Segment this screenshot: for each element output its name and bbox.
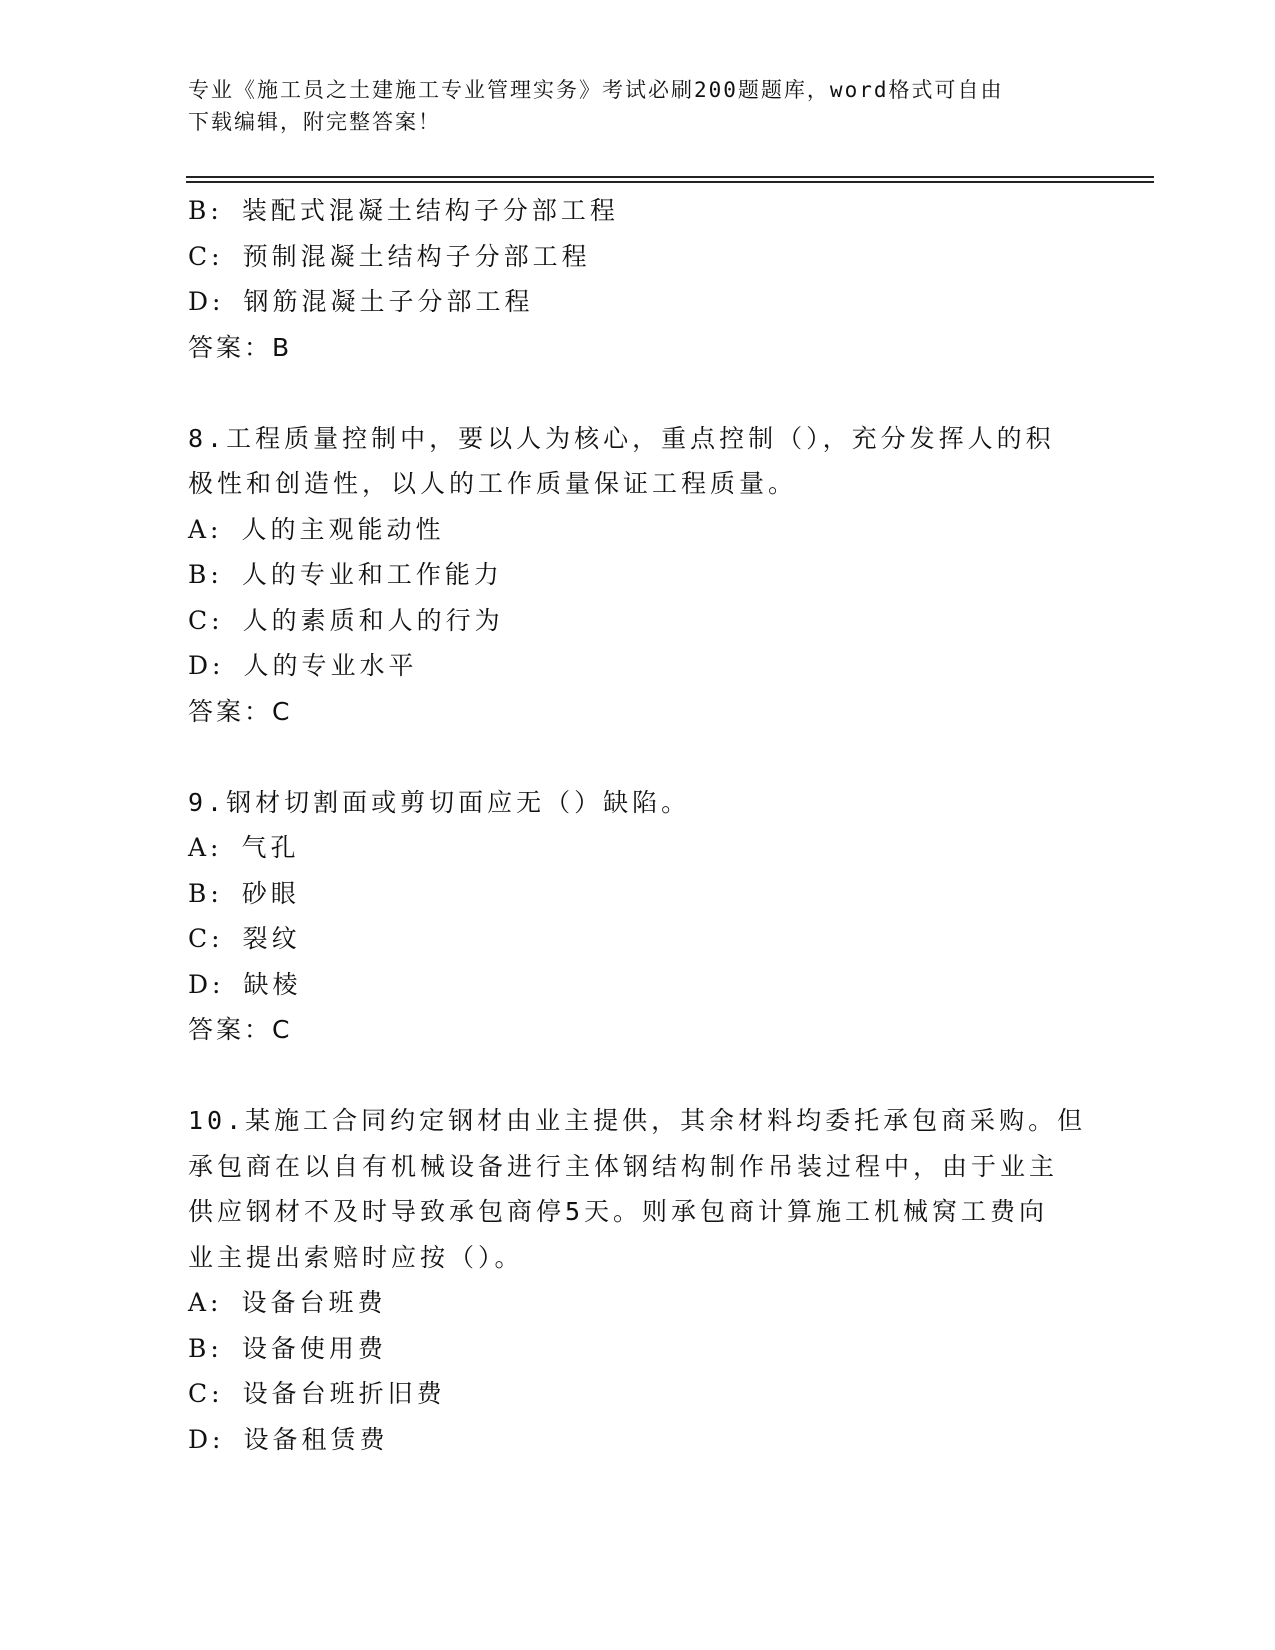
option-c: C: 人的素质和人的行为	[188, 605, 504, 635]
answer: 答案：B	[188, 332, 293, 362]
option-b: B: 人的专业和工作能力	[188, 560, 503, 589]
question-stem-line: 承包商在以自有机械设备进行主体钢结构制作吊装过程中，由于业主	[188, 1151, 1059, 1181]
question-stem-line: 8.工程质量控制中，要以人为核心，重点控制（），充分发挥人的积	[188, 423, 1055, 453]
option-b: B: 设备使用费	[188, 1333, 387, 1363]
question-stem-line: 极性和创造性，以人的工作质量保证工程质量。	[188, 469, 798, 498]
question-7-tail	[188, 188, 1088, 370]
question-10	[188, 1098, 1088, 1462]
option-a: A: 设备台班费	[188, 1288, 387, 1317]
option-d: D: 人的专业水平	[188, 651, 418, 680]
question-list	[188, 188, 1088, 1462]
spacer	[188, 370, 1088, 416]
question-stem-line: 9.钢材切割面或剪切面应无（）缺陷。	[188, 787, 691, 817]
answer: 答案：C	[188, 1015, 293, 1044]
option-d: D: 钢筋混凝土子分部工程	[188, 287, 534, 316]
header-line-1: 专业《施工员之土建施工专业管理实务》考试必刷200题题库，word格式可自由	[188, 78, 1004, 102]
option-d: D: 缺棱	[188, 969, 302, 999]
document-header	[188, 74, 1088, 138]
option-c: C: 设备台班折旧费	[188, 1379, 446, 1408]
option-d: D: 设备租赁费	[188, 1424, 389, 1454]
header-divider-bottom	[186, 181, 1154, 183]
option-c: C: 裂纹	[188, 924, 301, 953]
question-8	[188, 416, 1088, 735]
option-a: A: 气孔	[188, 833, 300, 862]
option-b: B: 装配式混凝土结构子分部工程	[188, 196, 619, 225]
option-b: B: 砂眼	[188, 878, 300, 908]
spacer	[188, 734, 1088, 780]
question-stem-line: 10.某施工合同约定钢材由业主提供，其余材料均委托承包商采购。但	[188, 1106, 1087, 1135]
spacer	[188, 1053, 1088, 1099]
header-divider-top	[186, 176, 1154, 178]
question-9	[188, 780, 1088, 1053]
option-a: A: 人的主观能动性	[188, 514, 445, 544]
option-c: C: 预制混凝土结构子分部工程	[188, 241, 591, 271]
question-stem-line: 业主提出索赔时应按（）。	[188, 1242, 524, 1272]
answer: 答案：C	[188, 696, 293, 726]
header-line-2: 下载编辑，附完整答案！	[188, 110, 441, 134]
question-stem-line: 供应钢材不及时导致承包商停5天。则承包商计算施工机械窝工费向	[188, 1197, 1049, 1226]
